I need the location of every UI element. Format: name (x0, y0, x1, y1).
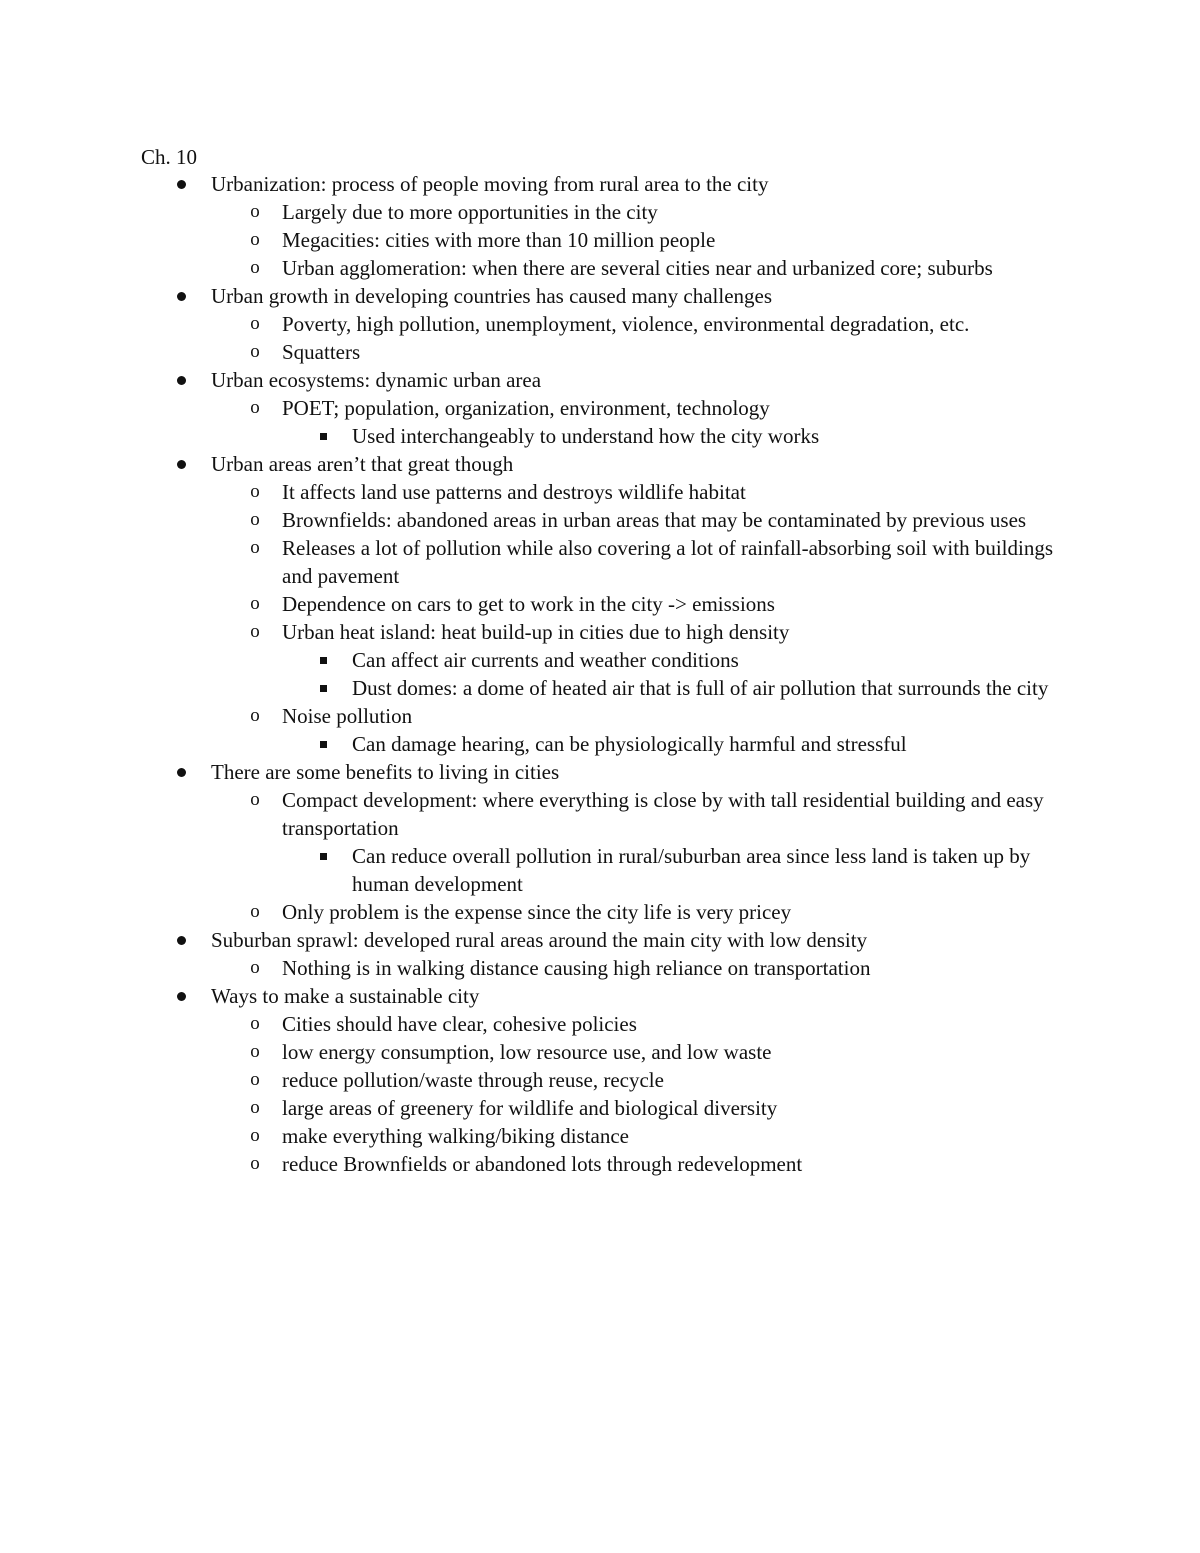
list-item (0, 534, 1072, 590)
list-item (0, 786, 1072, 842)
list-item-text: Suburban sprawl: developed rural areas around the main city with low density (211, 928, 868, 952)
hollow-bullet-icon: o (250, 257, 260, 278)
hollow-bullet-icon: o (250, 901, 260, 922)
list-item-text: Used interchangeably to understand how the city works (352, 424, 820, 448)
hollow-bullet-icon: o (250, 1125, 260, 1146)
hollow-bullet-icon: o (250, 1153, 260, 1174)
list-item (0, 226, 1072, 254)
hollow-bullet-icon: o (250, 229, 260, 250)
list-item-text: Squatters (282, 340, 361, 364)
hollow-bullet-icon: o (250, 621, 260, 642)
list-item-text: Urban growth in developing countries has caused many challenges (211, 284, 773, 308)
list-item-text: reduce pollution/waste through reuse, recycle (282, 1068, 664, 1092)
hollow-bullet-icon: o (250, 1041, 260, 1062)
filled-bullet-icon (171, 982, 191, 1010)
hollow-bullet-icon: o (250, 1013, 260, 1034)
list-item (0, 282, 1111, 310)
list-item-text: Urban ecosystems: dynamic urban area (211, 368, 542, 392)
hollow-bullet-icon: o (250, 341, 260, 362)
list-item-text: Urban areas aren’t that great though (211, 452, 514, 476)
list-item (0, 618, 1072, 646)
list-item-text: Releases a lot of pollution while also covering a lot of rainfall-absorbing soil with buildings and pavement (282, 536, 1054, 588)
filled-bullet-icon (171, 282, 191, 310)
square-bullet-icon (313, 646, 333, 674)
list-item-text: It affects land use patterns and destroys wildlife habitat (282, 480, 746, 504)
list-item (0, 1094, 1072, 1122)
list-item (0, 730, 1072, 758)
list-item (0, 450, 1111, 478)
list-item (0, 366, 1111, 394)
hollow-bullet-icon: o (250, 705, 260, 726)
list-item-text: Poverty, high pollution, unemployment, violence, environmental degradation, etc. (282, 312, 970, 336)
list-item (0, 842, 1072, 898)
list-item (0, 506, 1072, 534)
hollow-bullet-icon: o (250, 509, 260, 530)
list-item (0, 758, 1111, 786)
list-item (0, 1066, 1072, 1094)
list-item-text: large areas of greenery for wildlife and biological diversity (282, 1096, 778, 1120)
hollow-bullet-icon: o (250, 397, 260, 418)
hollow-bullet-icon: o (250, 1097, 260, 1118)
list-item-text: Noise pollution (282, 704, 413, 728)
list-item-text: Urban agglomeration: when there are several cities near and urbanized core; suburbs (282, 256, 993, 280)
square-bullet-icon (313, 422, 333, 450)
filled-bullet-icon (171, 758, 191, 786)
filled-bullet-icon (171, 366, 191, 394)
hollow-bullet-icon: o (250, 789, 260, 810)
list-item-text: Largely due to more opportunities in the city (282, 200, 658, 224)
document-heading: Ch. 10 (141, 145, 198, 169)
list-item-text: Urban heat island: heat build-up in cities due to high density (282, 620, 790, 644)
list-item-text: low energy consumption, low resource use, and low waste (282, 1040, 772, 1064)
hollow-bullet-icon: o (250, 957, 260, 978)
list-item (0, 674, 1072, 702)
square-bullet-icon (313, 730, 333, 758)
list-item-text: make everything walking/biking distance (282, 1124, 629, 1148)
list-item-text: Can reduce overall pollution in rural/suburban area since less land is taken up by human development (352, 844, 1031, 896)
list-item-text: reduce Brownfields or abandoned lots through redevelopment (282, 1152, 803, 1176)
list-item-text: Can damage hearing, can be physiologically harmful and stressful (352, 732, 907, 756)
list-item (0, 982, 1111, 1010)
list-item (0, 170, 1111, 198)
list-item-text: Dependence on cars to get to work in the city -> emissions (282, 592, 775, 616)
list-item (0, 954, 1072, 982)
list-item-text: Brownfields: abandoned areas in urban areas that may be contaminated by previous uses (282, 508, 1027, 532)
filled-bullet-icon (171, 170, 191, 198)
list-item (0, 478, 1072, 506)
hollow-bullet-icon: o (250, 313, 260, 334)
bullet-outline (0, 170, 1200, 1178)
list-item (0, 898, 1072, 926)
square-bullet-icon (313, 842, 333, 870)
list-item (0, 1038, 1072, 1066)
list-item (0, 702, 1072, 730)
list-item-text: Can affect air currents and weather conditions (352, 648, 739, 672)
filled-bullet-icon (171, 926, 191, 954)
list-item (0, 646, 1072, 674)
square-bullet-icon (313, 674, 333, 702)
list-item-text: POET; population, organization, environment, technology (282, 396, 770, 420)
list-item-text: Dust domes: a dome of heated air that is full of air pollution that surrounds the city (352, 676, 1049, 700)
list-item-text: Megacities: cities with more than 10 million people (282, 228, 716, 252)
list-item (0, 1122, 1072, 1150)
list-item (0, 1150, 1072, 1178)
list-item (0, 338, 1072, 366)
list-item (0, 1010, 1072, 1038)
list-item-text: Compact development: where everything is close by with tall residential building and easy transportation (282, 788, 1044, 840)
list-item (0, 422, 1072, 450)
list-item-text: Ways to make a sustainable city (211, 984, 480, 1008)
list-item (0, 198, 1072, 226)
list-item (0, 310, 1072, 338)
list-item-text: Urbanization: process of people moving from rural area to the city (211, 172, 769, 196)
hollow-bullet-icon: o (250, 481, 260, 502)
hollow-bullet-icon: o (250, 593, 260, 614)
list-item (0, 926, 1111, 954)
list-item (0, 394, 1072, 422)
hollow-bullet-icon: o (250, 537, 260, 558)
filled-bullet-icon (171, 450, 191, 478)
list-item-text: Only problem is the expense since the city life is very pricey (282, 900, 792, 924)
list-item (0, 590, 1072, 618)
list-item-text: There are some benefits to living in cities (211, 760, 560, 784)
list-item (0, 254, 1072, 282)
hollow-bullet-icon: o (250, 201, 260, 222)
list-item-text: Nothing is in walking distance causing high reliance on transportation (282, 956, 871, 980)
hollow-bullet-icon: o (250, 1069, 260, 1090)
list-item-text: Cities should have clear, cohesive policies (282, 1012, 637, 1036)
